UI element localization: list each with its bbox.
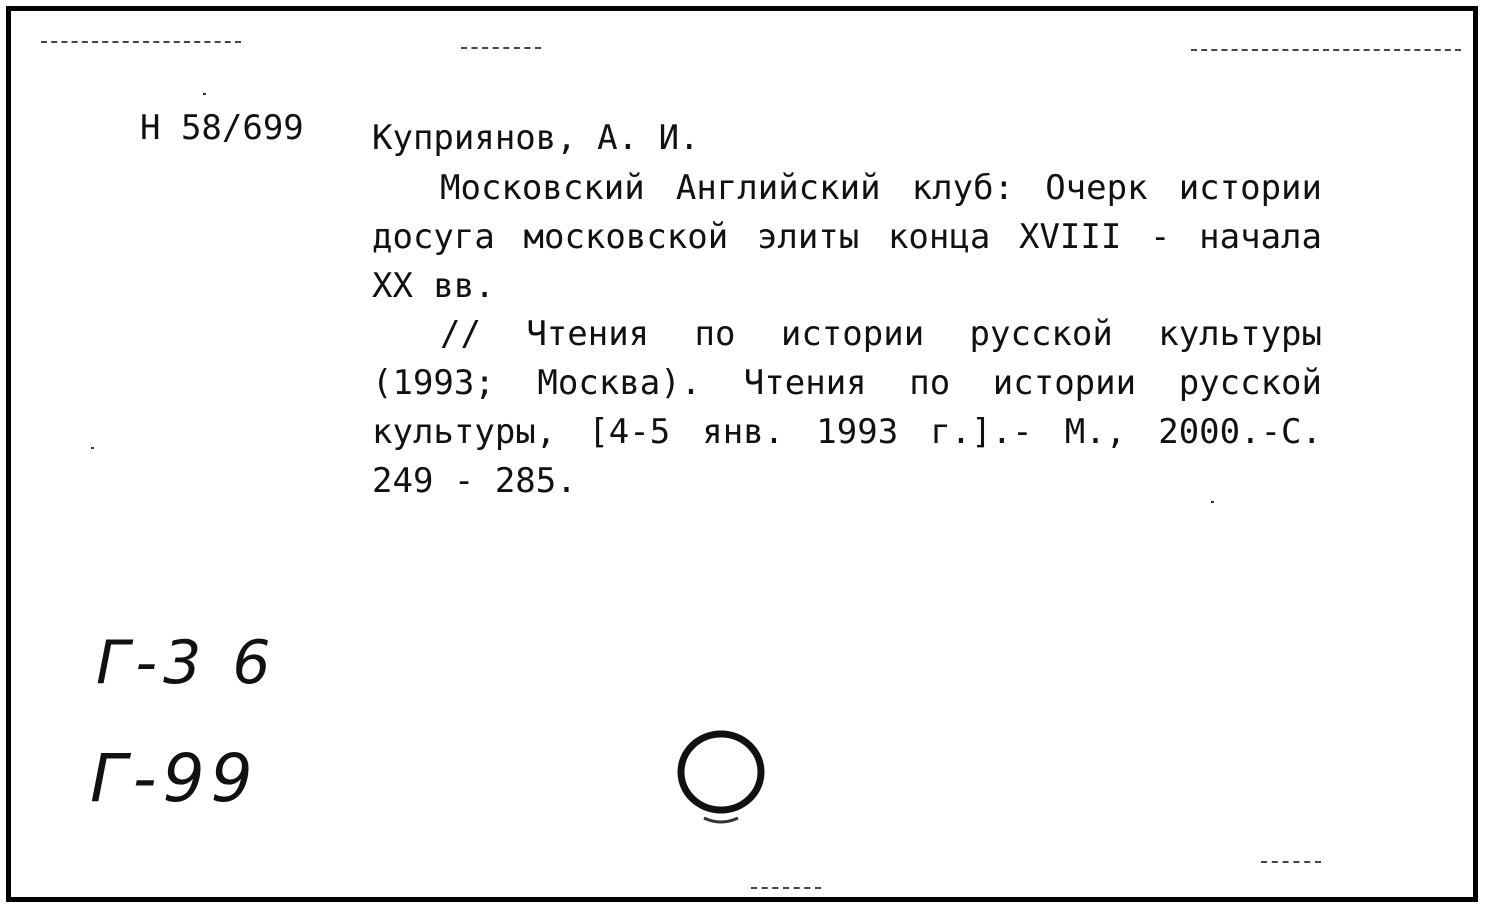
scan-artifact-dash <box>461 47 541 51</box>
scan-artifact-speck <box>203 93 206 95</box>
punch-hole-icon <box>676 730 766 826</box>
author-heading: Куприянов, А. И. <box>372 118 700 158</box>
handwritten-note-2: Г-99 <box>90 740 259 817</box>
scan-artifact-dash <box>751 887 821 891</box>
handwritten-note-1: Г-3 6 <box>96 628 277 698</box>
title-paragraph: Московский Английский клуб: Очерк истории досуга московской элиты конца XVIII - начала XX вв. <box>372 168 1322 306</box>
scan-artifact-dash <box>41 41 241 45</box>
scan-artifact-dash <box>1261 861 1321 865</box>
source-paragraph: // Чтения по истории русской культуры (1993; Москва). Чтения по истории русской культуры, [4-5 янв. 1993 г.].- М., 2000.-С. 249 - 285. <box>372 314 1322 501</box>
scan-artifact-dash <box>1191 49 1461 53</box>
scan-artifact-speck <box>91 447 94 449</box>
shelfmark: Н 58/699 <box>140 108 304 148</box>
